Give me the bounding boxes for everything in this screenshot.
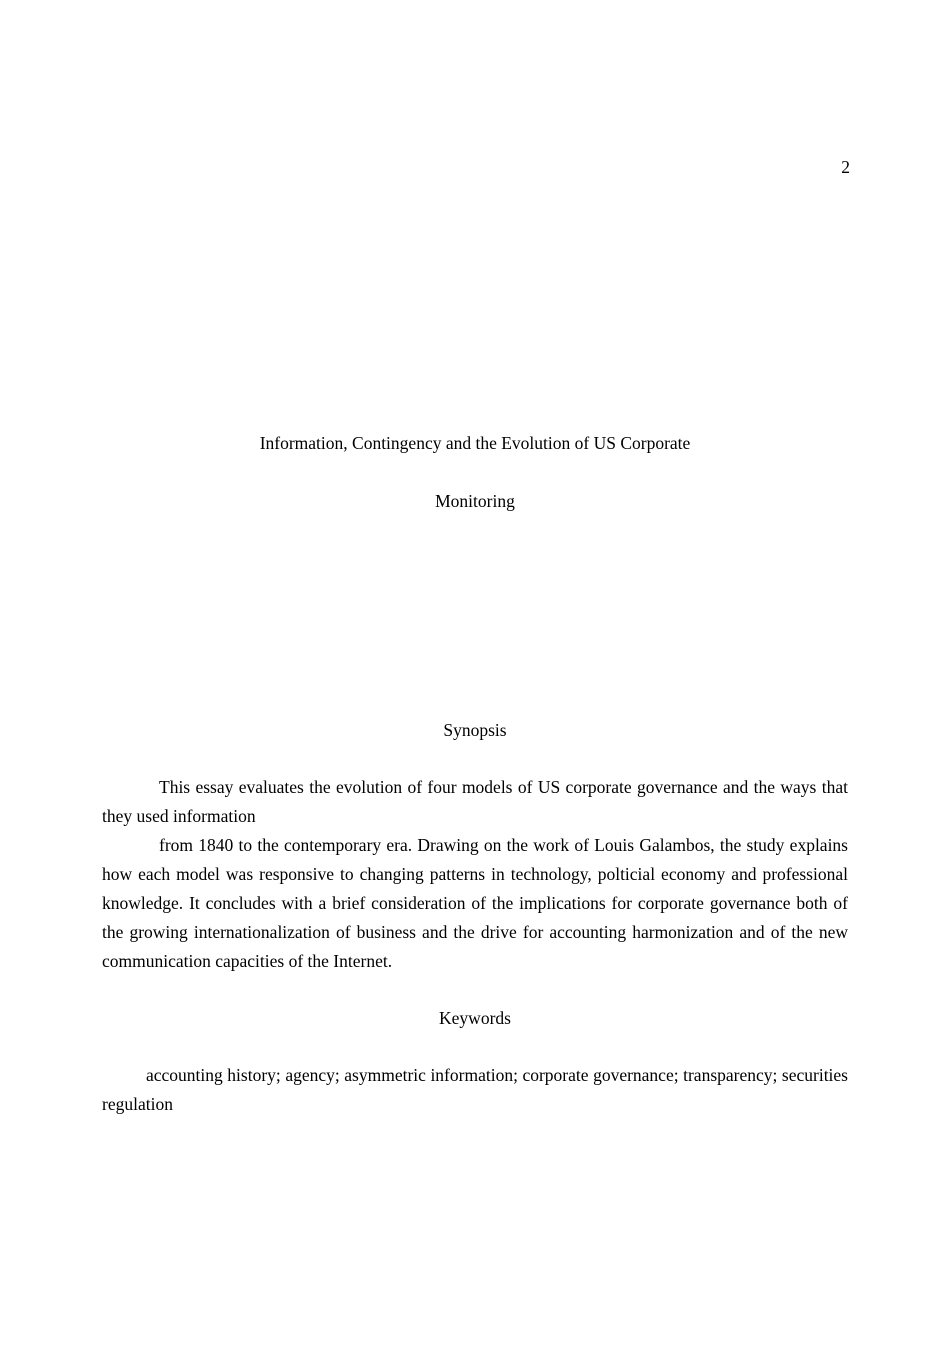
synopsis-paragraph-1: This essay evaluates the evolution of four models of US corporate governance and the ways that they used information (102, 777, 848, 826)
synopsis-paragraph-2: from 1840 to the contemporary era. Drawing on the work of Louis Galambos, the study explains how each model was responsive to changing patterns in technology, polticial economy and professional knowledge. It concludes with a brief consideration of the implications for corporate governance both of the growing internationalization of business and the drive for accounting harmonization and of the new communication capacities of the Internet. (102, 835, 848, 971)
document-title-line-2: Monitoring (435, 491, 515, 511)
synopsis-heading: Synopsis (443, 720, 507, 740)
document-title-line-1: Information, Contingency and the Evolution of US Corporate (259, 433, 691, 453)
page-number: 2 (841, 157, 850, 177)
keywords-heading: Keywords (439, 1008, 511, 1028)
keywords-text: accounting history; agency; asymmetric information; corporate governance; transparency; securities regulation (102, 1065, 848, 1114)
